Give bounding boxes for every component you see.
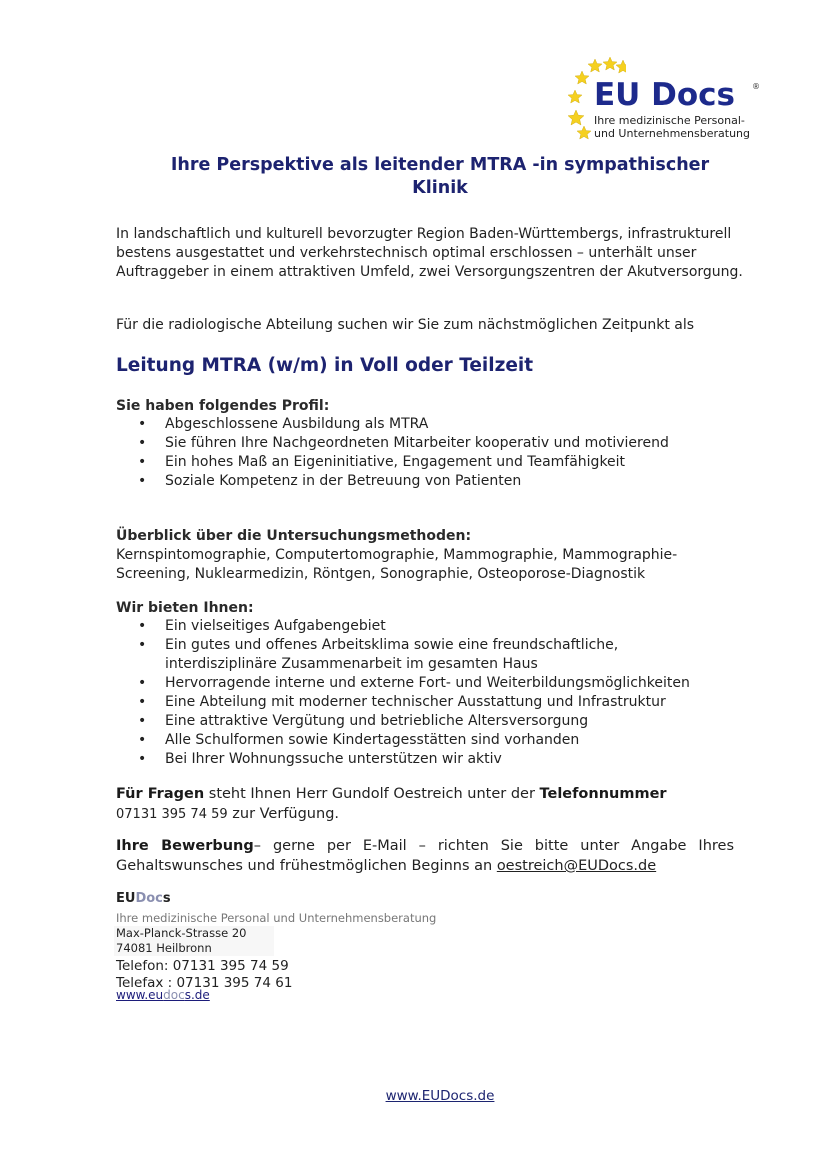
list-item: • Bei Ihrer Wohnungssuche unterstützen wir aktiv: [116, 750, 725, 769]
footer-subtitle: Ihre medizinische Personal und Unternehmensberatung: [116, 911, 437, 925]
apply-paragraph: Ihre Bewerbung– gerne per E-Mail – richten Sie bitte unter Angabe Ihres Gehaltswunsches und frühestmöglichen Beginns an oestreich@EUDocs.de: [116, 838, 734, 874]
offer-list: [116, 617, 725, 769]
offer-heading: Wir bieten Ihnen:: [116, 600, 254, 616]
list-item: • Alle Schulformen sowie Kindertagesstätten sind vorhanden: [116, 731, 725, 750]
eudocs-logo: [566, 56, 766, 148]
logo-star: [603, 57, 617, 70]
methods-heading: Überblick über die Untersuchungsmethoden:: [116, 528, 472, 544]
list-item: • Abgeschlossene Ausbildung als MTRA: [116, 415, 669, 434]
list-item: • Soziale Kompetenz in der Betreuung von Patienten: [116, 472, 669, 491]
logo-star: [616, 60, 626, 73]
intro-paragraph: In landschaftlich und kulturell bevorzugter Region Baden-Württembergs, infrastrukturell bestens ausgestattet und verkehrstechnisch optimal erschlossen – unterhält unser Auftraggeber in einem attraktiven Umfeld, zwei Versorgungszentren der Akutversorgung.: [116, 226, 743, 280]
list-item: • Eine Abteilung mit moderner technischer Ausstattung und Infrastruktur: [116, 693, 725, 712]
list-item: • Ein hohes Maß an Eigeninitiative, Engagement und Teamfähigkeit: [116, 453, 669, 472]
logo-star: [568, 110, 584, 125]
logo-star: [575, 71, 589, 84]
list-item: • Ein vielseitiges Aufgabengebiet: [116, 617, 725, 636]
profile-list: [116, 415, 669, 491]
questions-paragraph: Für Fragen steht Ihnen Herr Gundolf Oestreich unter der Telefonnummer 07131 395 74 59 zur Verfügung.: [116, 786, 667, 822]
list-item: • Hervorragende interne und externe Fort- und Weiterbildungsmöglichkeiten: [116, 674, 725, 693]
methods-text: Kernspintomographie, Computertomographie, Mammographie, Mammographie-Screening, Nuklearmedizin, Röntgen, Sonographie, Osteoporose-Diagnostik: [116, 547, 678, 582]
page-title: Ihre Perspektive als leitender MTRA -in sympathischer Klinik: [170, 155, 710, 198]
logo-star: [568, 90, 582, 103]
footer-website-link[interactable]: www.eudocs.de: [116, 988, 210, 1002]
footer-brand: EUDocs: [116, 891, 171, 906]
list-item: • Eine attraktive Vergütung und betriebliche Altersversorgung: [116, 712, 725, 731]
search-text: Für die radiologische Abteilung suchen wir Sie zum nächstmöglichen Zeitpunkt als: [116, 317, 695, 333]
footer-address: Max-Planck-Strasse 20 74081 Heilbronn: [114, 926, 274, 956]
position-title: Leitung MTRA (w/m) in Voll oder Teilzeit: [116, 355, 534, 376]
logo-wordmark: EU Docs: [594, 77, 736, 113]
profile-heading: Sie haben folgendes Profil:: [116, 398, 330, 414]
logo-star: [577, 126, 591, 139]
list-item: • Ein gutes und offenes Arbeitsklima sowie eine freundschaftliche, interdisziplinäre Zusammenarbeit im gesamten Haus: [116, 636, 725, 674]
list-item: • Sie führen Ihre Nachgeordneten Mitarbeiter kooperativ und motivierend: [116, 434, 669, 453]
logo-star: [588, 59, 602, 72]
footer-telefax: Telefax : 07131 395 74 61: [116, 975, 293, 991]
logo-tagline: Ihre medizinische Personal- und Unternehmensberatung: [594, 114, 751, 140]
email-link[interactable]: oestreich@EUDocs.de: [496, 858, 657, 874]
registered-mark: ®: [752, 82, 760, 91]
footer-telefon: Telefon: 07131 395 74 59: [116, 958, 289, 974]
bottom-website-link[interactable]: www.EUDocs.de: [385, 1088, 495, 1104]
